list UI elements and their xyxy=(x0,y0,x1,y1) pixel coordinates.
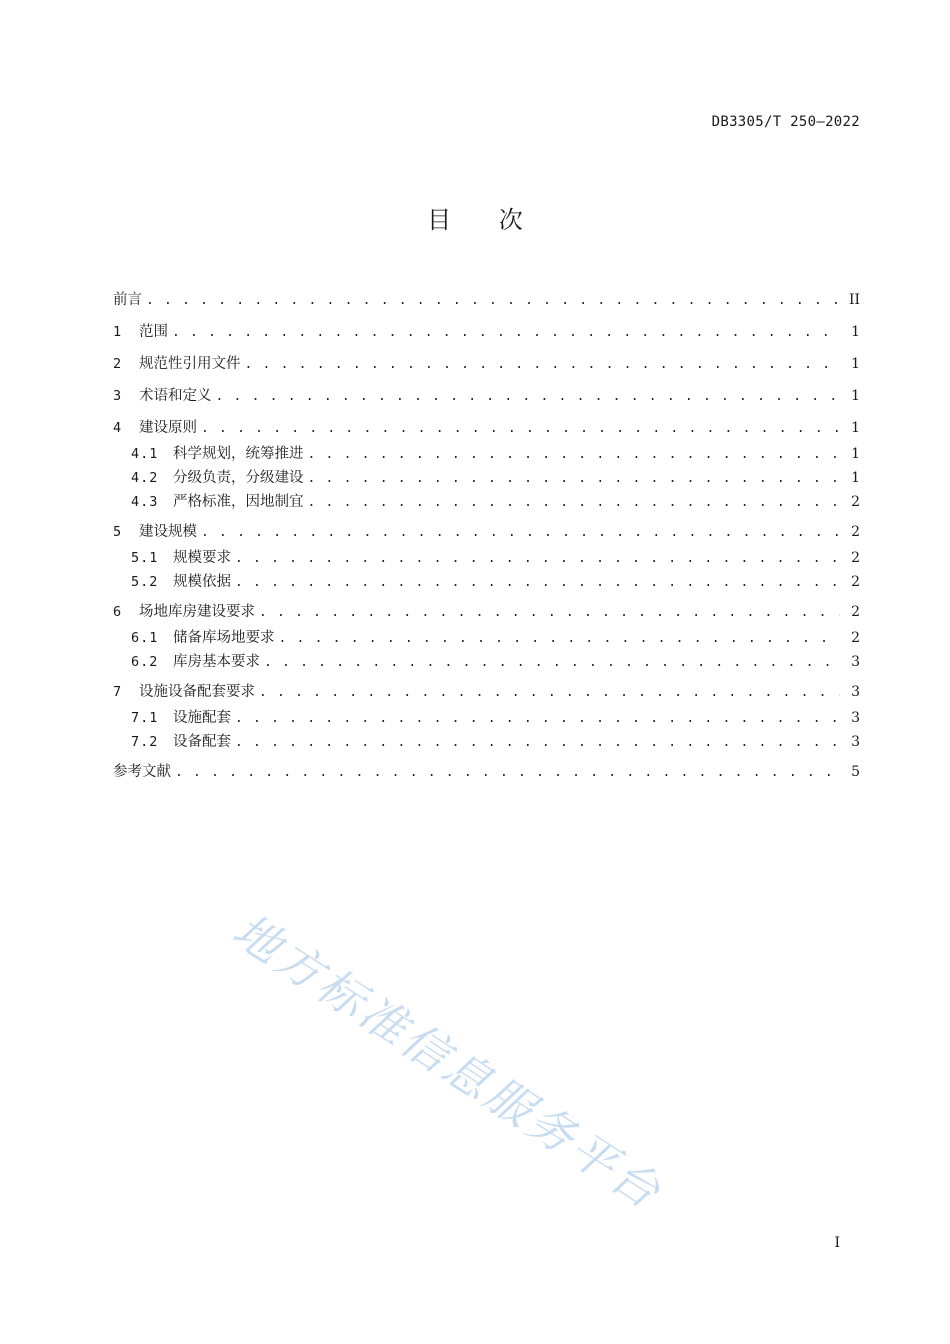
toc-entry-number: 4.2 xyxy=(131,470,159,486)
toc-entry-number: 5 xyxy=(113,524,122,540)
toc-entry[interactable] xyxy=(113,290,860,322)
toc-dot-leader xyxy=(308,493,841,513)
toc-dot-leader xyxy=(308,445,841,465)
toc-entry-page: 3 xyxy=(851,734,860,750)
toc-entry-page: 1 xyxy=(851,324,860,340)
toc-entry-title: 术语和定义 xyxy=(139,388,212,404)
toc-entry-title: 建设原则 xyxy=(139,420,197,436)
toc-dot-leader xyxy=(259,683,840,703)
toc-dot-leader xyxy=(245,355,841,375)
toc-entry-title: 严格标准，因地制宜 xyxy=(173,494,304,510)
toc-entry-number: 5.1 xyxy=(131,550,159,566)
toc-entry-page: 1 xyxy=(851,446,860,462)
toc-entry[interactable] xyxy=(113,322,860,354)
toc-dot-leader xyxy=(279,629,841,649)
toc-entry[interactable] xyxy=(113,386,860,418)
toc-entry-title: 设施配套 xyxy=(173,710,231,726)
toc-entry-title: 储备库场地要求 xyxy=(173,630,275,646)
toc-entry[interactable] xyxy=(113,572,860,596)
table-of-contents xyxy=(113,290,860,794)
document-code: DB3305/T 250—2022 xyxy=(711,114,860,130)
toc-entry[interactable] xyxy=(113,548,860,572)
toc-entry-page: 2 xyxy=(851,604,860,620)
toc-entry-number: 6.2 xyxy=(131,654,159,670)
toc-entry[interactable] xyxy=(113,652,860,676)
toc-entry-number: 7.1 xyxy=(131,710,159,726)
toc-entry-title: 科学规划，统筹推进 xyxy=(173,446,304,462)
toc-entry-number: 7 xyxy=(113,684,122,700)
toc-entry[interactable] xyxy=(113,628,860,652)
footer-page-number: I xyxy=(834,1235,840,1251)
toc-entry-title: 范围 xyxy=(139,324,168,340)
toc-entry-title: 参考文献 xyxy=(113,764,171,780)
toc-entry-page: 3 xyxy=(851,710,860,726)
toc-entry-page: 3 xyxy=(851,684,860,700)
toc-entry-title: 前言 xyxy=(113,292,142,308)
page-title: 目 次 xyxy=(427,206,543,234)
toc-entry-page: 1 xyxy=(851,470,860,486)
toc-entry-number: 4 xyxy=(113,420,122,436)
toc-dot-leader xyxy=(201,523,840,543)
toc-entry-page: 1 xyxy=(851,388,860,404)
toc-entry-title: 分级负责，分级建设 xyxy=(173,470,304,486)
toc-entry[interactable] xyxy=(113,444,860,468)
toc-entry-number: 1 xyxy=(113,324,122,340)
toc-entry-title: 规范性引用文件 xyxy=(139,356,241,372)
toc-entry-page: II xyxy=(848,292,860,308)
toc-entry-page: 2 xyxy=(851,524,860,540)
toc-dot-leader xyxy=(175,763,840,783)
toc-entry-page: 1 xyxy=(851,420,860,436)
toc-entry-page: 2 xyxy=(851,630,860,646)
toc-dot-leader xyxy=(235,573,840,593)
toc-entry-page: 1 xyxy=(851,356,860,372)
watermark: 地方标准信息服务平台 xyxy=(223,902,673,1221)
toc-dot-leader xyxy=(216,387,841,407)
toc-entry-number: 6.1 xyxy=(131,630,159,646)
toc-dot-leader xyxy=(235,733,840,753)
toc-entry-number: 3 xyxy=(113,388,122,404)
toc-dot-leader xyxy=(201,419,840,439)
toc-dot-leader xyxy=(259,603,840,623)
toc-dot-leader xyxy=(235,549,840,569)
toc-entry-page: 2 xyxy=(851,574,860,590)
toc-entry-number: 4.1 xyxy=(131,446,159,462)
toc-entry[interactable] xyxy=(113,354,860,386)
toc-dot-leader xyxy=(172,323,840,343)
toc-entry-number: 7.2 xyxy=(131,734,159,750)
toc-entry-number: 4.3 xyxy=(131,494,159,510)
toc-entry-title: 设施设备配套要求 xyxy=(139,684,255,700)
toc-entry[interactable] xyxy=(113,762,860,794)
toc-entry-page: 5 xyxy=(851,764,860,780)
toc-entry-title: 规模要求 xyxy=(173,550,231,566)
toc-entry-number: 2 xyxy=(113,356,122,372)
toc-entry[interactable] xyxy=(113,492,860,516)
toc-entry-title: 规模依据 xyxy=(173,574,231,590)
toc-entry-title: 场地库房建设要求 xyxy=(139,604,255,620)
toc-entry-number: 5.2 xyxy=(131,574,159,590)
toc-dot-leader xyxy=(308,469,841,489)
toc-entry-title: 设备配套 xyxy=(173,734,231,750)
toc-entry[interactable] xyxy=(113,468,860,492)
toc-entry-page: 3 xyxy=(851,654,860,670)
toc-dot-leader xyxy=(235,709,840,729)
toc-entry-page: 2 xyxy=(851,494,860,510)
toc-dot-leader xyxy=(264,653,840,673)
toc-entry-title: 建设规模 xyxy=(139,524,197,540)
toc-entry[interactable] xyxy=(113,708,860,732)
toc-entry-page: 2 xyxy=(851,550,860,566)
toc-entry[interactable] xyxy=(113,732,860,756)
toc-entry-number: 6 xyxy=(113,604,122,620)
toc-dot-leader xyxy=(146,291,840,311)
toc-entry-title: 库房基本要求 xyxy=(173,654,260,670)
